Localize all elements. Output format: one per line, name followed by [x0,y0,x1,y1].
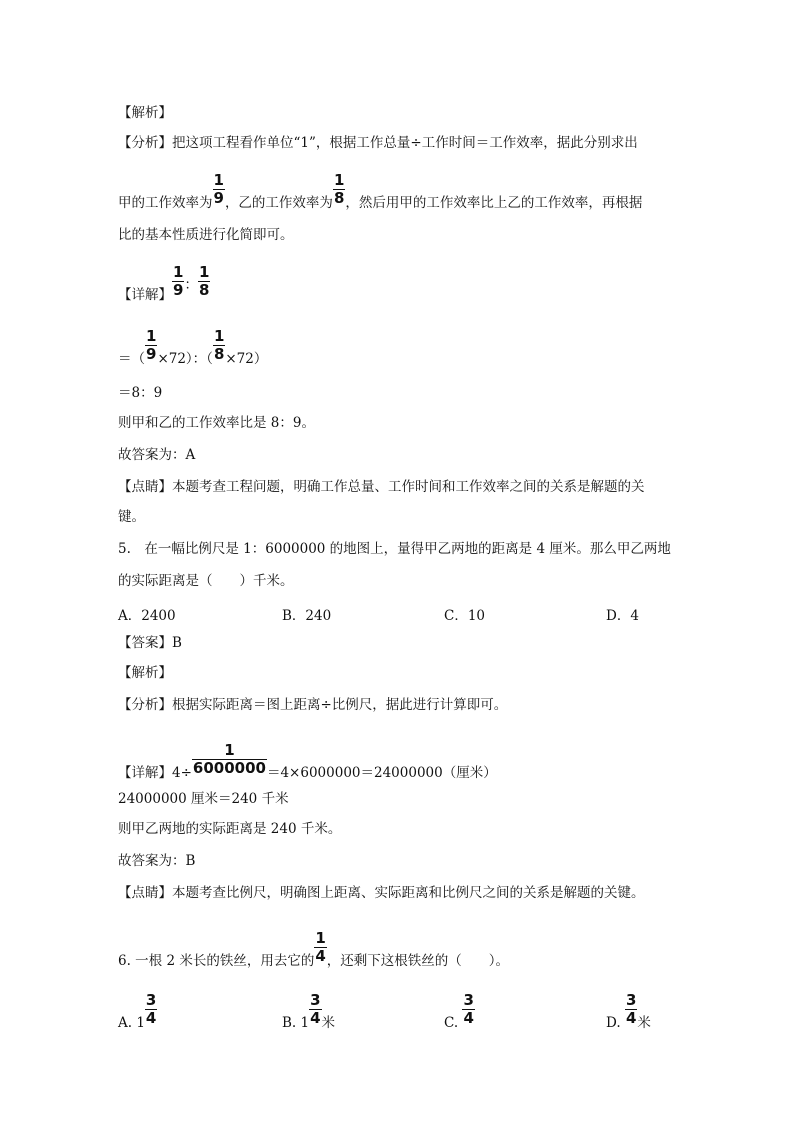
fraction-3-4 [462,992,474,1027]
denominator: 4 [145,1009,157,1027]
q6-stem [118,929,510,979]
denominator: 4 [625,1009,637,1027]
q5-convert: 24000000 厘米＝240 千米 [118,791,289,807]
denominator: 8 [198,281,210,299]
q5-answer: 【答案】B [118,635,182,651]
fraction-1-4 [314,930,326,965]
q4-detail-line1 [118,263,210,313]
numerator: 3 [463,991,474,1009]
numerator: 3 [145,991,157,1009]
q6-text: ，还剩下这根铁丝的（ ）。 [326,953,510,969]
denominator: 4 [463,1009,474,1027]
q5-final-answer: 故答案为：B [118,853,196,869]
q5-text: 【详解】4÷ [118,765,192,781]
q4-tip-line1: 【点睛】本题考查工程问题，明确工作总量、工作时间和工作效率之间的关系是解题的关 [118,479,645,495]
denominator: 8 [213,345,225,363]
q4-analysis-line2 [118,171,643,221]
q4-text: 甲的工作效率为 [118,195,213,211]
q4-detail-label: 【详解】 [118,287,172,303]
ratio-colon: ： [184,277,198,293]
numerator: 3 [625,991,637,1009]
q5-option-a: A．2400 [118,608,176,624]
q4-tip-line2: 键。 [118,509,145,525]
q5-option-b: B．240 [282,608,332,624]
fraction-3-4 [309,992,321,1027]
numerator: 1 [146,327,157,345]
fraction-1-9 [172,264,184,299]
numerator: 1 [192,742,267,760]
denominator: 9 [173,281,184,299]
option-prefix: C. [444,1015,459,1031]
fraction-1-8 [333,172,345,207]
numerator: 1 [315,929,326,947]
q6-option-a [118,991,157,1041]
numerator: 1 [213,327,225,345]
q6-option-d [606,991,651,1041]
q6-option-c [444,991,475,1041]
q6-option-b [282,991,336,1041]
fraction-1-9 [213,172,225,207]
q4-answer: 故答案为：A [118,447,196,463]
fraction-1-9 [145,328,157,363]
q4-text: ，乙的工作效率为 [224,195,333,211]
q4-detail-line3: ＝8：9 [118,385,163,401]
q5-jiexi-label: 【解析】 [118,665,172,681]
numerator: 1 [213,171,224,189]
q5-stem-line2: 的实际距离是（ ）千米。 [118,573,294,589]
fraction-1-8 [198,264,210,299]
q4-analysis-line3: 比的基本性质进行化简即可。 [118,227,294,243]
q4-analysis-line1: 【分析】把这项工程看作单位“1”，根据工作总量÷工作时间＝工作效率，据此分别求出 [118,135,638,151]
numerator: 1 [198,263,210,281]
q5-stem-line1: 5. 在一幅比例尺是 1：6000000 的地图上，量得甲乙两地的距离是 4 厘米。那么甲乙两地 [118,541,671,557]
option-prefix: B. 1 [282,1015,310,1031]
q4-text: ×72） [225,351,268,367]
denominator: 8 [333,189,345,207]
q5-text: ＝4×6000000＝24000000（厘米） [266,765,497,781]
q5-tip: 【点睛】本题考查比例尺，明确图上距离、实际距离和比例尺之间的关系是解题的关键。 [118,885,645,901]
q5-analysis: 【分析】根据实际距离＝图上距离÷比例尺，据此进行计算即可。 [118,697,508,713]
fraction-1-8 [213,328,225,363]
q4-conclusion: 则甲和乙的工作效率比是 8：9。 [118,415,315,431]
q4-text: ，然后用甲的工作效率比上乙的工作效率，再根据 [345,195,643,211]
fraction-3-4 [145,992,157,1027]
q6-text: 6. 一根 2 米长的铁丝，用去它的 [118,953,315,969]
q4-detail-line2 [118,327,268,377]
numerator: 1 [333,171,345,189]
option-suffix: 米 [637,1015,651,1031]
option-prefix: A. 1 [118,1015,145,1031]
option-suffix: 米 [321,1015,336,1031]
q4-text: ＝（ [118,351,145,367]
q5-option-c: C．10 [444,608,486,624]
denominator: 9 [146,345,157,363]
q5-detail-line1 [118,741,497,791]
q4-jiexi-label: 【解析】 [118,105,172,121]
q4-text: ×72）：（ [157,351,213,367]
fraction-3-4 [625,992,637,1027]
numerator: 1 [173,263,184,281]
denominator: 9 [213,189,224,207]
denominator: 4 [310,1009,321,1027]
denominator: 6000000 [192,759,266,777]
fraction-1-6000000 [192,742,267,777]
numerator: 3 [310,991,321,1009]
denominator: 4 [315,947,326,965]
option-prefix: D. [606,1015,621,1031]
q5-option-d: D．4 [606,608,639,624]
q5-conclusion: 则甲乙两地的实际距离是 240 千米。 [118,821,342,837]
